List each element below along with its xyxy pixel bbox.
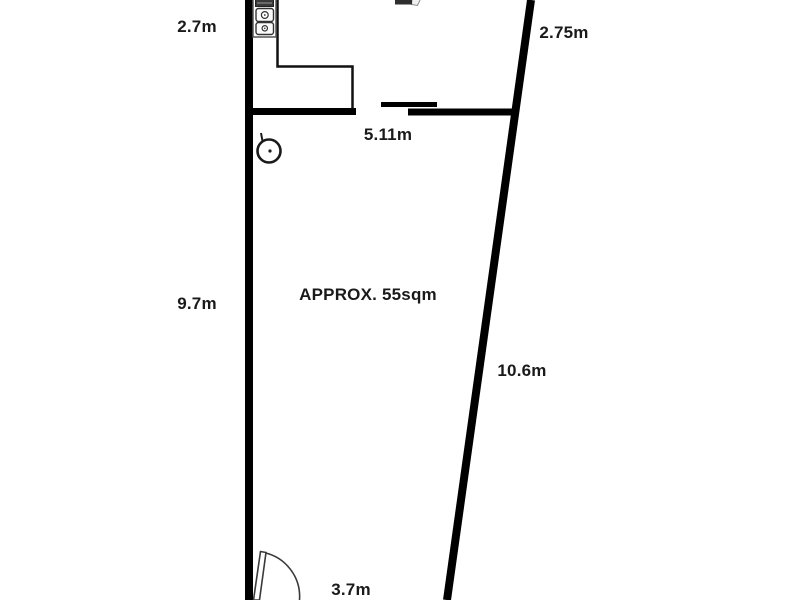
dimension-label-right-wall: 10.6m [497, 361, 547, 380]
cooktop-outline [412, 0, 421, 6]
right-angled-wall [447, 0, 531, 600]
dimension-label-bottom: 3.7m [331, 580, 371, 599]
dimension-label-top-left: 2.7m [177, 17, 217, 36]
dimension-label-partition: 5.11m [363, 125, 413, 144]
dimension-label-left-wall: 9.7m [177, 294, 217, 313]
area-label: APPROX. 55sqm [299, 285, 437, 304]
basin-tap [261, 133, 263, 141]
basin-drain-dot [268, 149, 271, 152]
door-swing-arc-icon [264, 553, 300, 600]
basin-icon [258, 133, 281, 163]
cooktop-icon [395, 0, 421, 6]
sink-drain-dot-top [264, 14, 266, 16]
dimension-label-top-right: 2.75m [539, 23, 589, 42]
cooktop-body [395, 0, 412, 5]
kitchen-sink-icon [253, 0, 276, 37]
kitchen-counter-outline [278, 0, 353, 109]
entry-door-leaf [254, 552, 267, 600]
entry-door [254, 552, 300, 600]
sink-drain-dot-bottom [264, 28, 266, 30]
